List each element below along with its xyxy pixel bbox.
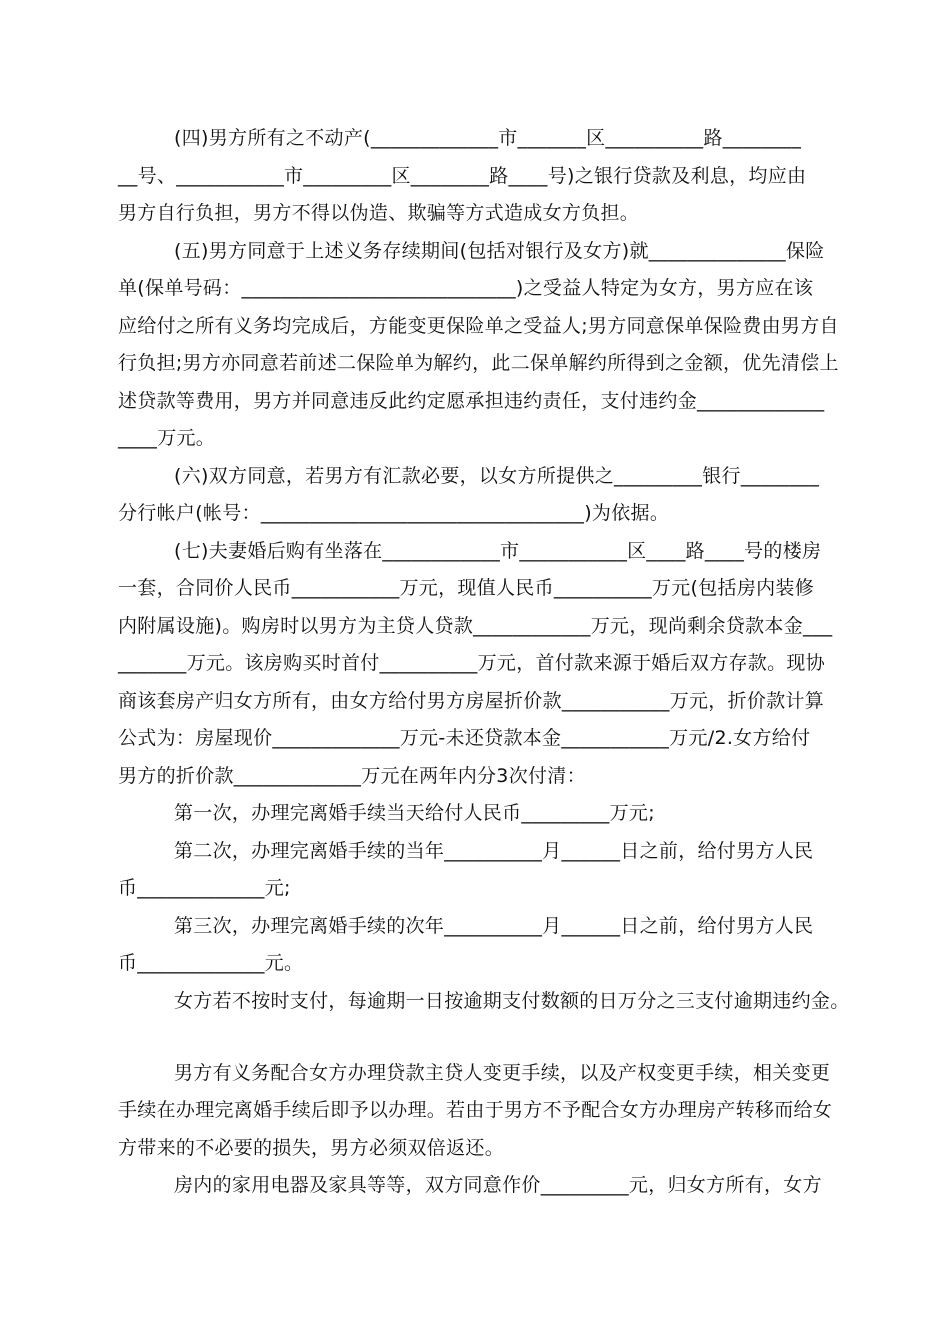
appliances-clause-line-1: 房内的家用电器及家具等等，双方同意作价_________元，归女方所有，女方 [174,1174,822,1196]
clause-7-line-6: 公式为：房屋现价_____________万元-未还贷款本金___________万元/2.女方给付 [118,727,811,749]
clause-6-line-2: 分行帐户(帐号：_________________________________)为依据。 [118,502,670,524]
clause-5-line-3: 应给付之所有义务均完成后，方能变更保险单之受益人;男方同意保单保险费由男方自 [118,315,839,337]
transfer-clause-line-1: 男方有义务配合女方办理贷款主贷人变更手续，以及产权变更手续，相关变更 [174,1062,831,1084]
clause-5-line-5: 述贷款等费用，男方并同意违反此约定愿承担违约责任，支付违约金_____________ [118,390,825,412]
clause-4-line-1: (四)男方所有之不动产(_____________市_______区__________路________ [174,127,802,149]
late-payment-line: 女方若不按时支付，每逾期一日按逾期支付数额的日万分之三支付逾期违约金。 [174,990,850,1012]
clause-5-line-2: 单(保单号码：____________________________)之受益人特定为女方，男方应在该 [118,277,814,299]
clause-5-line-4: 行负担;男方亦同意若前述二保险单为解约，此二保单解约所得到之金额，优先清偿上 [118,352,839,374]
clause-7-line-5: 商该套房产归女方所有，由女方给付男方房屋折价款___________万元，折价款计算 [118,690,825,712]
clause-6-line-1: (六)双方同意，若男方有汇款必要，以女方所提供之_________银行________ [174,465,820,487]
payment-third-line-2: 币_____________元。 [118,952,304,974]
clause-7-line-7: 男方的折价款_____________万元在两年内分3次付清： [118,765,586,787]
clause-7-line-2: 一套，合同价人民币___________万元，现值人民币__________万元(包括房内装修 [118,577,815,599]
clause-4-line-3: 男方自行负担，男方不得以伪造、欺骗等方式造成女方负担。 [118,202,640,224]
clause-7-line-3: 内附属设施)。购房时以男方为主贷人贷款____________万元，现尚剩余贷款本金___ [118,615,833,637]
clause-7-line-4: _______万元。该房购买时首付__________万元，首付款来源于婚后双方存款。现协 [118,652,826,674]
clause-4-line-2: __号、___________市_________区________路____号)之银行贷款及利息，均应由 [118,165,807,187]
payment-third-line-1: 第三次，办理完离婚手续的次年__________月______日之前，给付男方人民 [174,915,814,937]
payment-second-line-1: 第二次，办理完离婚手续的当年__________月______日之前，给付男方人民 [174,840,814,862]
clause-5-line-6: ____万元。 [118,427,216,449]
clause-7-line-1: (七)夫妻婚后购有坐落在____________市___________区____路____号的楼房 [174,540,822,562]
transfer-clause-line-2: 手续在办理完离婚手续后即予以办理。若由于男方不予配合女方办理房产转移而给女 [118,1099,833,1121]
transfer-clause-line-3: 方带来的不必要的损失，男方必须双倍返还。 [118,1137,505,1159]
payment-first-line: 第一次，办理完离婚手续当天给付人民币_________万元; [174,802,655,824]
clause-5-line-1: (五)男方同意于上述义务存续期间(包括对银行及女方)就______________保险 [174,240,825,262]
payment-second-line-2: 币_____________元; [118,877,291,899]
